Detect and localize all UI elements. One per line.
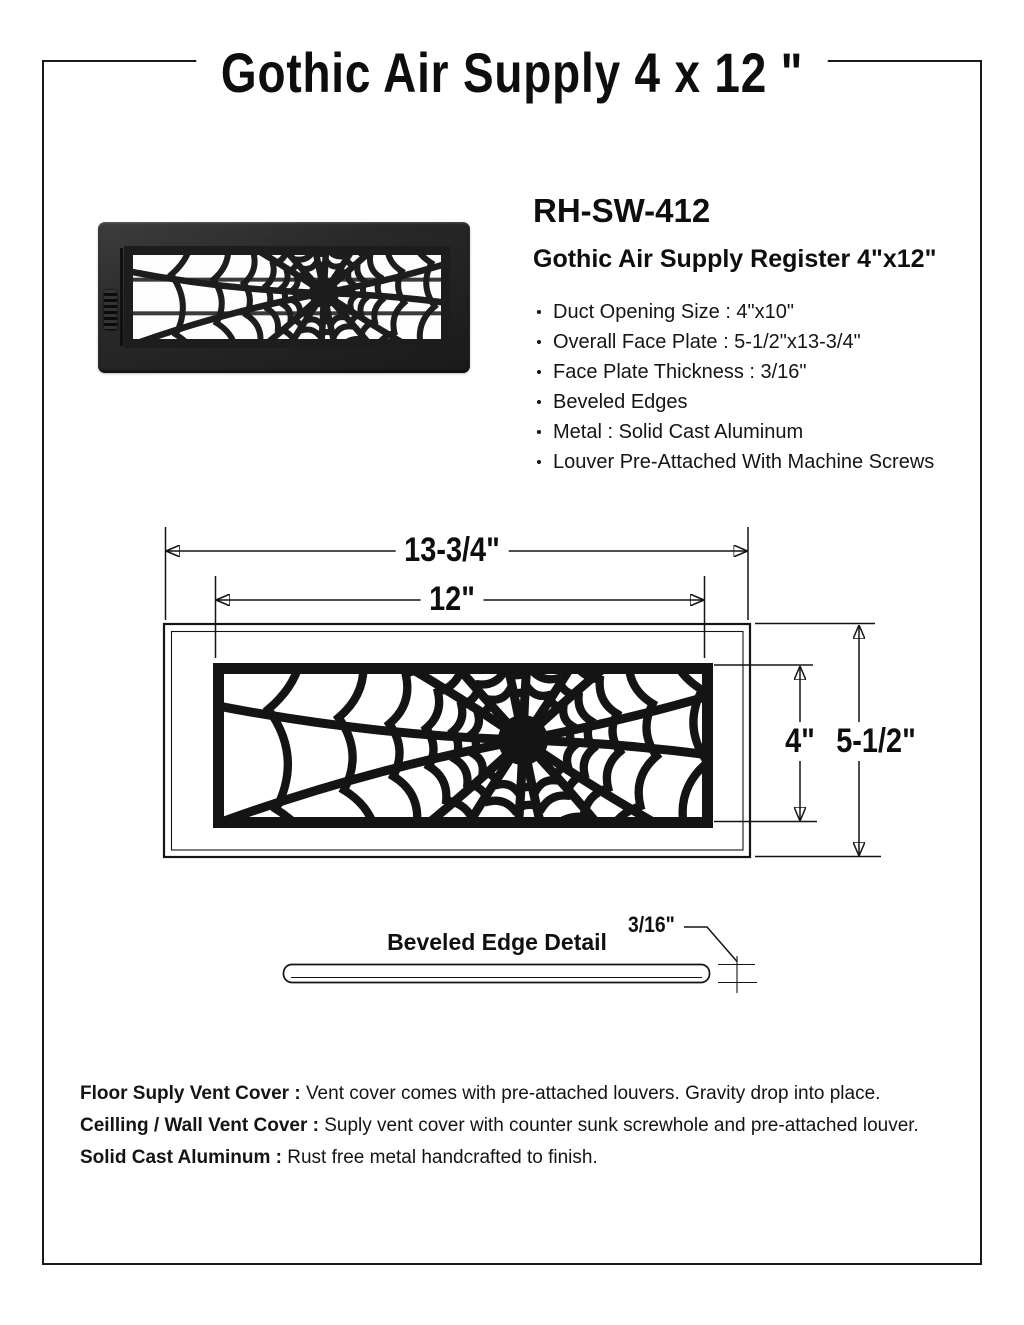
spec-text: Metal : Solid Cast Aluminum <box>553 421 804 443</box>
spec-item <box>533 297 963 327</box>
bullet-dot-icon <box>537 370 541 374</box>
product-info <box>533 192 963 477</box>
spec-item <box>533 447 963 477</box>
footer-note-label: Solid Cast Aluminum : <box>80 1147 282 1168</box>
spec-text: Face Plate Thickness : 3/16" <box>553 361 807 383</box>
page-title-text: Gothic Air Supply 4 x 12 " <box>196 40 828 105</box>
footer-note <box>80 1078 960 1110</box>
footer-note-label: Floor Suply Vent Cover : <box>80 1083 301 1104</box>
product-name: Gothic Air Supply Register 4"x12" <box>533 245 937 273</box>
spec-item <box>533 387 963 417</box>
footer-note-text: Rust free metal handcrafted to finish. <box>287 1147 598 1168</box>
footer-note-text: Suply vent cover with counter sunk screwhole and pre-attached louver. <box>324 1115 919 1136</box>
bullet-dot-icon <box>537 460 541 464</box>
damper-lever <box>104 290 117 330</box>
spec-item <box>533 327 963 357</box>
spec-item <box>533 357 963 387</box>
damper-slot <box>120 248 123 346</box>
bullet-dot-icon <box>537 400 541 404</box>
dim-duct-height-label: 4" <box>772 722 827 761</box>
footer-note <box>80 1110 960 1142</box>
bullet-dot-icon <box>537 310 541 314</box>
dim-duct-width-label: 12" <box>415 580 489 619</box>
dim-overall-height-label: 5-1/2" <box>819 722 933 761</box>
spec-list <box>533 297 963 477</box>
footer-note-label: Ceilling / Wall Vent Cover : <box>80 1115 319 1136</box>
spec-text: Beveled Edges <box>553 391 688 413</box>
footer-note <box>80 1142 960 1174</box>
spec-text: Overall Face Plate : 5-1/2"x13-3/4" <box>553 331 861 353</box>
dim-overall-width-label: 13-3/4" <box>386 531 519 570</box>
footer-note-text: Vent cover comes with pre-attached louvers. Gravity drop into place. <box>305 1083 881 1104</box>
page-title <box>0 40 1024 105</box>
photo-vent-opening <box>124 246 450 348</box>
spec-text: Louver Pre-Attached With Machine Screws <box>553 451 935 473</box>
bevel-thickness-label: 3/16" <box>627 912 675 937</box>
bevel-caption: Beveled Edge Detail <box>387 929 607 955</box>
spiderweb-pattern-photo <box>124 246 450 348</box>
spec-text: Duct Opening Size : 4"x10" <box>553 301 794 323</box>
footer-notes <box>80 1078 960 1174</box>
bullet-dot-icon <box>537 430 541 434</box>
spec-item <box>533 417 963 447</box>
product-photo <box>98 222 470 373</box>
product-sku: RH-SW-412 <box>533 192 711 229</box>
bullet-dot-icon <box>537 340 541 344</box>
spiderweb-pattern-drawing <box>213 663 713 828</box>
